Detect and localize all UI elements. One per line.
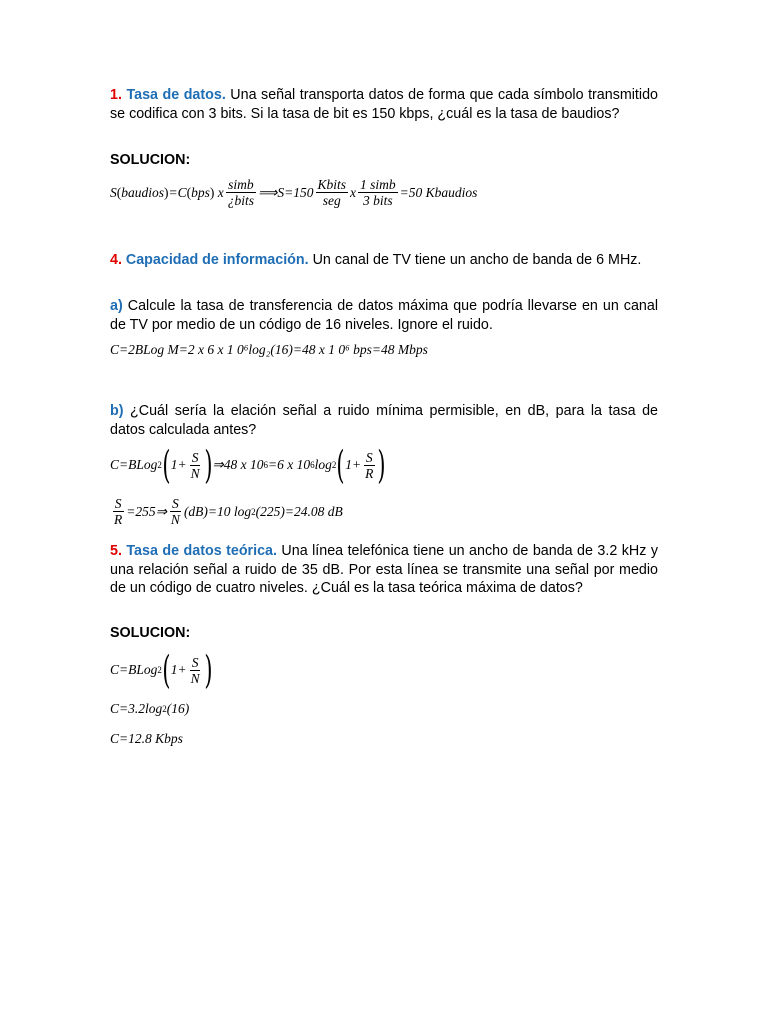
subpart-label: b) xyxy=(110,403,124,419)
fraction: $\frac{\text{simb}}{\text{¿bits}}$ xyxy=(227,177,255,208)
problem-number: 1 xyxy=(110,87,118,103)
fraction: $\frac{S}{N}$ xyxy=(190,449,200,481)
equation-5: C=BLog 2 ( 1+ $\frac{S}{N}$ ) xyxy=(110,648,213,692)
problem-4b xyxy=(110,402,658,439)
equation-1: S ( baudios ) =C ( bps ) x $\frac{\text{simb}}{\text{¿bits}}$ ⟹S=150 $\frac{\text{Kbits}}{\text{seg}}$ x $\frac{\text{1 simb}}{\text{3 bits}}$ =50 Kbaudios xyxy=(110,177,478,208)
problem-title: Tasa de datos teórica. xyxy=(126,543,277,559)
fraction: $\frac{S}{N}$ xyxy=(190,654,200,686)
fraction: $\frac{S}{N}$ xyxy=(170,496,180,527)
solution-heading: SOLUCION: xyxy=(110,625,191,641)
fraction: $\frac{\text{1 simb}}{\text{3 bits}}$ xyxy=(360,177,396,208)
fraction: $\frac{S}{R}$ xyxy=(114,496,123,527)
fraction: $\frac{S}{R}$ xyxy=(365,449,374,481)
equation-4: $\frac{S}{R}$ =255⇒ $\frac{S}{N}$ (dB)=10 log 2 (225)=24.08 dB xyxy=(114,496,343,527)
subpart-text: ¿Cuál sería la elación señal a ruido mínima permisible, en dB, para la tasa de datos calculada antes? xyxy=(110,403,658,438)
subpart-text: Calcule la tasa de transferencia de datos máxima que podría llevarse en un canal de TV por medio de un código de 16 niveles. Ignore el ruido. xyxy=(110,298,658,333)
equation-3: C=BLog 2 ( 1+ $\frac{S}{N}$ ) ⇒48 x 10 6 =6 x 10 6 log 2 ( 1+ $\frac{S}{R}$ ) xyxy=(110,443,386,487)
problem-title: Tasa de datos. xyxy=(126,87,226,103)
equation-6: C=3.2log 2 (16) xyxy=(110,701,190,716)
problem-4a xyxy=(110,297,658,334)
subpart-label: a) xyxy=(110,298,123,314)
fraction: $\frac{\text{Kbits}}{\text{seg}}$ xyxy=(317,177,347,208)
problem-text: Una señal transporta datos de forma que cada símbolo transmitido se codifica con 3 bits. Si la tasa de bit es 150 kbps, ¿cuál es la tasa de baudios? xyxy=(110,87,658,122)
problem-title: Capacidad de información. xyxy=(125,252,309,268)
equation-2: C=2BLog M=2 x 6 x 1 0⁶log₂(16)=48 x 1 0⁶ bps=48 Mbps xyxy=(110,342,428,357)
problem-text: Una línea telefónica tiene un ancho de banda de 3.2 kHz y una relación señal a ruido de 35 dB. Por esta línea se transmite una señal por medio de un código de cuatro niveles. ¿Cuál es la tasa teórica máxima de datos? xyxy=(110,543,658,597)
problem-5: 5. Tasa de datos teórica. Una línea telefónica tiene un ancho de banda de 3.2 kHz y una relación señal a ruido de 35 dB. Por esta línea se transmite una señal por medio de un código de cuatro niveles. ¿Cuál es la tasa teórica máxima de datos? xyxy=(110,543,658,597)
problem-1: 1. Tasa de datos. Una señal transporta datos de forma que cada símbolo transmitido se codifica con 3 bits. Si la tasa de bit es 150 kbps, ¿cuál es la tasa de baudios? xyxy=(110,87,658,122)
solution-heading: SOLUCION: xyxy=(110,152,191,168)
problem-number: 4 xyxy=(110,252,118,268)
equation-7: C=12.8 Kbps xyxy=(110,731,183,746)
problem-4: 4. Capacidad de información. Un canal de TV tiene un ancho de banda de 6 MHz. xyxy=(110,252,642,268)
problem-number: 5 xyxy=(110,543,118,559)
problem-text: Un canal de TV tiene un ancho de banda de 6 MHz. xyxy=(308,252,642,268)
